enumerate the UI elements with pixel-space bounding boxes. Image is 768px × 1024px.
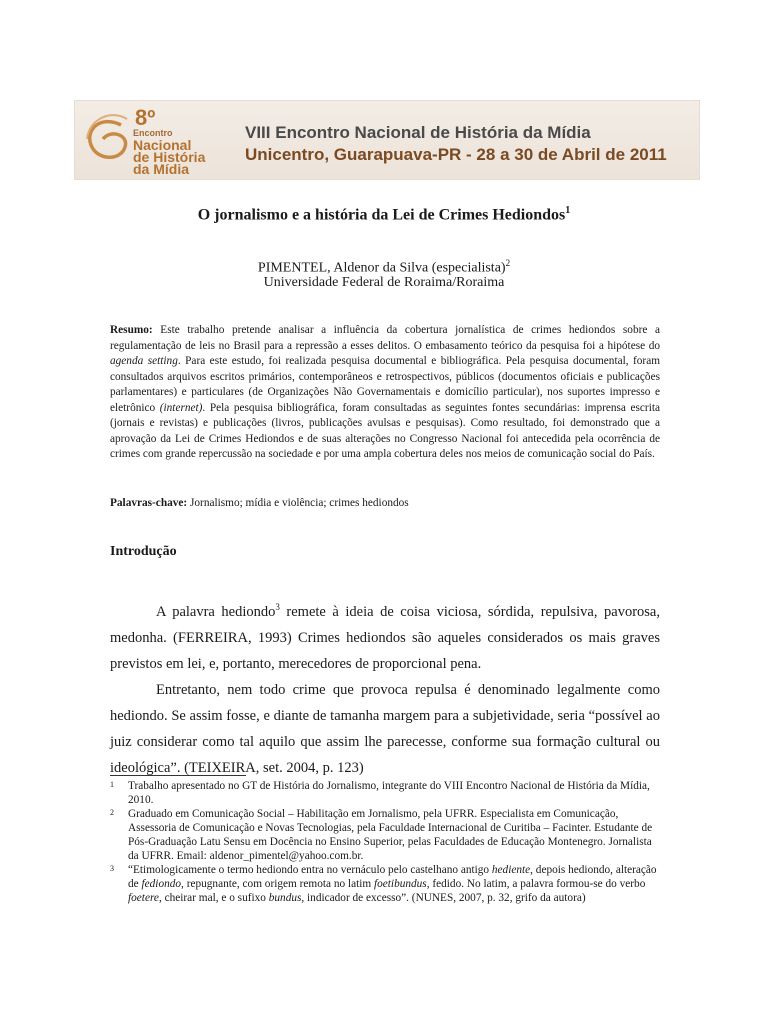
- author-footnote-marker: 2: [505, 258, 511, 268]
- logo-line-nacional: Nacional: [133, 137, 192, 153]
- footnote-3-text: [128, 863, 660, 905]
- fn3-text-a: “Etimologicamente o termo hediondo entra no vernáculo pelo castelhano antigo: [128, 864, 492, 876]
- logo-text: [133, 127, 205, 175]
- p1-text-b: remete à ideia de coisa viciosa, sórdida, repulsiva, pavorosa, medonha. (FERREIRA, 1993) Crimes hediondos são aqueles considerados os mais graves previstos em lei, e, portanto, merecedores de proporcional pena.: [110, 604, 660, 672]
- fn3-text-e: , cheirar mal, e o sufixo: [158, 892, 269, 904]
- footnote-3-number: 3: [110, 864, 114, 873]
- author-name: PIMENTEL, Aldenor da Silva (especialista): [257, 260, 506, 276]
- logo-line-historia: de História: [133, 149, 206, 165]
- footnotes: [110, 779, 660, 905]
- footnote-2: [110, 807, 660, 863]
- logo-line-encontro: Encontro: [133, 128, 173, 138]
- footnote-separator: [110, 775, 246, 776]
- banner-event-name: VIII Encontro Nacional de História da Mídia: [245, 123, 591, 142]
- abstract-term-internet: (internet): [159, 401, 203, 414]
- footnote-1-number: 1: [110, 780, 114, 789]
- conference-logo-swirl: [81, 105, 137, 175]
- body-paragraph-2: Entretanto, nem todo crime que provoca repulsa é denominado legalmente como hediondo. Se assim fosse, e diante de tamanha margem para a subjetividade, seria “possível ao juiz considerar como tal aquilo que assim lhe parecesse, conforme sua formação cultural ou ideológica”. (TEIXEIRA, set. 2004, p. 123): [110, 682, 660, 776]
- fn3-text-f: , indicador de excesso”. (NUNES, 2007, p. 32, grifo da autora): [301, 892, 586, 904]
- body-paragraph-1: [110, 599, 660, 677]
- fn3-text-b: , depois hediondo, alteração de: [128, 864, 657, 890]
- p1-footnote-marker: 3: [275, 602, 280, 613]
- fn3-term-fediondo: fediondo: [141, 878, 182, 890]
- abstract: [110, 323, 660, 463]
- banner-event-location: Unicentro, Guarapuava-PR - 28 a 30 de Abril de 2011: [245, 145, 667, 164]
- logo-line-midia: da Mídia: [133, 161, 190, 177]
- footnote-2-number: 2: [110, 808, 114, 817]
- abstract-text-1: Este trabalho pretende analisar a influência da cobertura jornalística de crimes hediondos sobre a regulamentação de leis no Brasil para a repressão a esses delitos. O embasamento teórico da pesquisa foi a hipótese do: [110, 324, 660, 352]
- footnote-1: [110, 779, 660, 807]
- fn3-term-hediente: hediente: [491, 864, 531, 876]
- abstract-label: Resumo:: [110, 324, 153, 336]
- keywords: [110, 496, 660, 512]
- keywords-text: Jornalismo; mídia e violência; crimes hediondos: [187, 497, 409, 509]
- abstract-text-2: . Para este estudo, foi realizada pesquisa documental e bibliográfica. Pela pesquisa documental, foram consultados arquivos escritos primários, contemporâneos e retrospectivos, públicos (documentos oficiais e publicações parlamentares) e particulares (de Organizações Não Governamentais e domicílio particular), nos suportes impresso e eletrônico: [110, 355, 660, 414]
- fn3-term-bundus: bundus: [268, 892, 302, 904]
- fn3-text-d: , fedido. No latim, a palavra formou-se do verbo: [426, 878, 646, 890]
- keywords-label: Palavras-chave:: [110, 497, 188, 509]
- abstract-term-agenda-setting: agenda setting: [110, 355, 178, 367]
- conference-banner: [74, 100, 700, 180]
- footnote-1-text: Trabalho apresentado no GT de História do Jornalismo, integrante do VIII Encontro Nacional de História da Mídia, 2010.: [128, 780, 650, 806]
- author-line: [0, 258, 768, 277]
- fn3-term-foetere: foetere: [128, 892, 159, 904]
- title-footnote-marker: 1: [565, 205, 571, 216]
- fn3-term-foetibundus: foetibundus: [373, 878, 427, 890]
- footnote-2-text: Graduado em Comunicação Social – Habilitação em Jornalismo, pela UFRR. Especialista em Comunicação, Assessoria de Comunicação e Novas Tecnologias, pela Faculdade Internacional de Curitiba – Facinter. Estudante de Pós-Graduação Latu Sensu em Docência no Ensino Superior, pelas Faculdades de Educação Montenegro. Jornalista da UFRR. Email: aldenor_pimentel@yahoo.com.br.: [128, 808, 653, 862]
- fn3-text-c: , repugnante, com origem remota no latim: [181, 878, 374, 890]
- logo-edition: 8º: [135, 105, 156, 130]
- section-heading-introducao: Introdução: [110, 544, 177, 559]
- author-affiliation: Universidade Federal de Roraima/Roraima: [263, 275, 505, 290]
- paper-title: [0, 205, 768, 224]
- p1-text-a: A palavra hediondo: [156, 604, 276, 620]
- paper-title-text: O jornalismo e a história da Lei de Crimes Hediondos: [197, 206, 566, 224]
- abstract-text-3: . Pela pesquisa bibliográfica, foram consultadas as seguintes fontes secundárias: imprensa escrita (jornais e revistas) e publicações (livros, publicações avulsas e pesquisas). Como resultado, foi demonstrado que a aprovação da Lei de Crimes Hediondos e de suas alterações no Congresso Nacional foi antecedida pela ocorrência de crimes com grande repercussão na sociedade e por uma ampla cobertura deles nos meios de comunicação social do País.: [110, 401, 660, 460]
- footnote-3: [110, 863, 660, 905]
